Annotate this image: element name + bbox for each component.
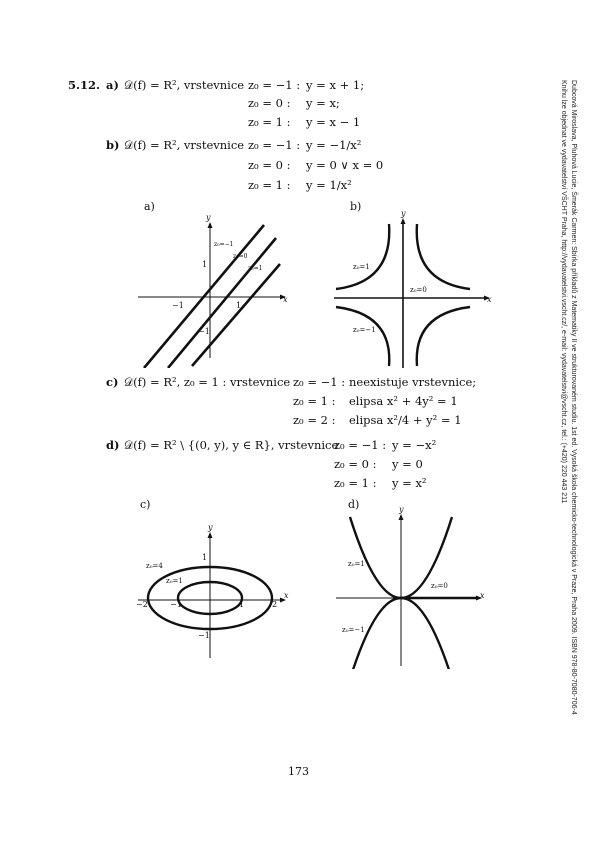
figure-a-x-label: x <box>283 295 288 304</box>
figure-c-tick-ym1: −1 <box>198 631 210 640</box>
part-b-domain: 𝒟(f) = R², vrstevnice <box>124 138 245 152</box>
part-b-eq2: y = 1/x² <box>306 178 352 192</box>
part-a-label: a) <box>106 78 119 92</box>
figure-b-y-arrow <box>401 218 406 224</box>
figure-d-y-arrow <box>399 514 404 520</box>
figure-d-label-zm1: z₀=−1 <box>342 626 365 634</box>
part-b-eq1: y = 0 ∨ x = 0 <box>306 158 384 172</box>
part-d-label: d) <box>106 438 120 452</box>
figure-d-x-label: x <box>480 591 485 600</box>
page-number: 173 <box>288 765 309 778</box>
side-citation-line-1: Dubcová Miroslava, Pluhová Lucie, Šmerák Carmen: Sbírka příkladů z Matematiky II ve strukturovaném studiu. 1st ed. Vysoká škola chemicko-technologická v Praze, Praha 2009. ISBN 978-80-7080-706-4 <box>570 80 577 715</box>
part-b-eq0: y = −1/x² <box>306 138 362 152</box>
figure-d-y-label: y <box>399 505 404 514</box>
figure-a-tick-y1: 1 <box>202 260 208 269</box>
figure-b-label-zm1: z₀=−1 <box>353 326 376 334</box>
figure-c-label-z1: z₀=1 <box>166 577 183 585</box>
figure-b-label-z0: z₀=0 <box>410 286 427 294</box>
part-b-label: b) <box>106 138 120 152</box>
figure-a-label-z1: z₀=1 <box>248 265 263 272</box>
part-a-z1: z₀ = 0 : <box>248 96 291 110</box>
part-c-z0: z₀ = −1 : <box>293 375 346 389</box>
figure-a-line-z1 <box>192 264 280 366</box>
figure-b-label-z1: z₀=1 <box>353 263 370 271</box>
figure-b-curve-neg-right <box>417 307 470 366</box>
figure-a-label-z0: z₀=0 <box>233 253 248 260</box>
figure-b <box>330 198 500 368</box>
figure-c-tick-y1: 1 <box>202 553 208 562</box>
figure-a-y-label: y <box>206 213 211 222</box>
figure-c-tick-xm2: −2 <box>136 600 148 609</box>
part-a-eq0: y = x + 1; <box>306 78 365 92</box>
figure-a-label-zm1: z₀=−1 <box>214 241 234 248</box>
part-a-domain: 𝒟(f) = R², vrstevnice <box>124 78 245 92</box>
part-d-z0: z₀ = −1 : <box>334 438 387 452</box>
part-c-label: c) <box>106 375 119 389</box>
figure-b-curve-pos-right <box>417 224 470 289</box>
figure-c-label-z4: z₀=4 <box>146 562 163 570</box>
part-c-z2: z₀ = 2 : <box>293 413 336 427</box>
problem-number: 5.12. <box>68 78 101 92</box>
figure-d <box>330 494 500 669</box>
figure-b-y-label: y <box>401 209 406 218</box>
part-a-z0: z₀ = −1 : <box>248 78 301 92</box>
part-d-z2: z₀ = 1 : <box>334 476 377 490</box>
figure-d-caption: d) <box>348 498 360 511</box>
figure-a <box>130 198 300 368</box>
part-c-eq2: elipsa x²/4 + y² = 1 <box>349 413 462 427</box>
figure-c-y-arrow <box>208 532 213 538</box>
part-c-eq0: neexistuje vrstevnice; <box>349 375 477 389</box>
side-citation-line-2: Knihu lze objednat ve vydavatelství VŠCHT Praha, http://vydavatelstvi.vscht.cz/, e-mail: vydavatelstvi@vscht.cz, tel.: (+420) 220 443 211 <box>560 80 567 504</box>
figure-a-tick-xm1: −1 <box>172 301 184 310</box>
part-d-domain: 𝒟(f) = R² \ {(0, y), y ∈ R}, vrstevnice <box>124 438 339 452</box>
part-c-domain: 𝒟(f) = R², z₀ = 1 : vrstevnice <box>124 375 291 389</box>
part-a-eq1: y = x; <box>306 96 340 110</box>
figure-c-y-label: y <box>208 523 213 532</box>
figure-b-caption: b) <box>350 200 362 213</box>
side-citation <box>558 80 578 715</box>
figure-c-x-label: x <box>284 591 289 600</box>
part-a-eq2: y = x − 1 <box>306 115 361 129</box>
figure-b-curve-pos-left <box>336 224 389 289</box>
figure-a-tick-ym1: −1 <box>198 327 210 336</box>
figure-d-label-z1: z₀=1 <box>348 560 365 568</box>
figure-a-y-arrow <box>208 222 213 228</box>
part-d-z1: z₀ = 0 : <box>334 457 377 471</box>
figure-b-curve-neg-left <box>336 307 389 366</box>
part-b-z1: z₀ = 0 : <box>248 158 291 172</box>
part-d-eq2: y = x² <box>392 476 427 490</box>
figure-c <box>134 494 294 664</box>
part-a-z2: z₀ = 1 : <box>248 115 291 129</box>
part-d-eq0: y = −x² <box>392 438 437 452</box>
figure-a-tick-x1: 1 <box>236 301 242 310</box>
figure-c-tick-x1: 1 <box>239 600 245 609</box>
part-b-z2: z₀ = 1 : <box>248 178 291 192</box>
figure-d-label-z0: z₀=0 <box>431 582 448 590</box>
part-c-z1: z₀ = 1 : <box>293 394 336 408</box>
part-b-z0: z₀ = −1 : <box>248 138 301 152</box>
part-c-eq1: elipsa x² + 4y² = 1 <box>349 394 458 408</box>
figure-a-caption: a) <box>144 200 155 213</box>
figure-c-caption: c) <box>140 498 151 511</box>
part-d-eq1: y = 0 <box>392 457 423 471</box>
figure-c-tick-x2: 2 <box>272 600 278 609</box>
figure-c-tick-xm1: −1 <box>170 600 182 609</box>
figure-a-line-z0 <box>168 238 276 368</box>
figure-b-x-label: x <box>487 295 492 304</box>
